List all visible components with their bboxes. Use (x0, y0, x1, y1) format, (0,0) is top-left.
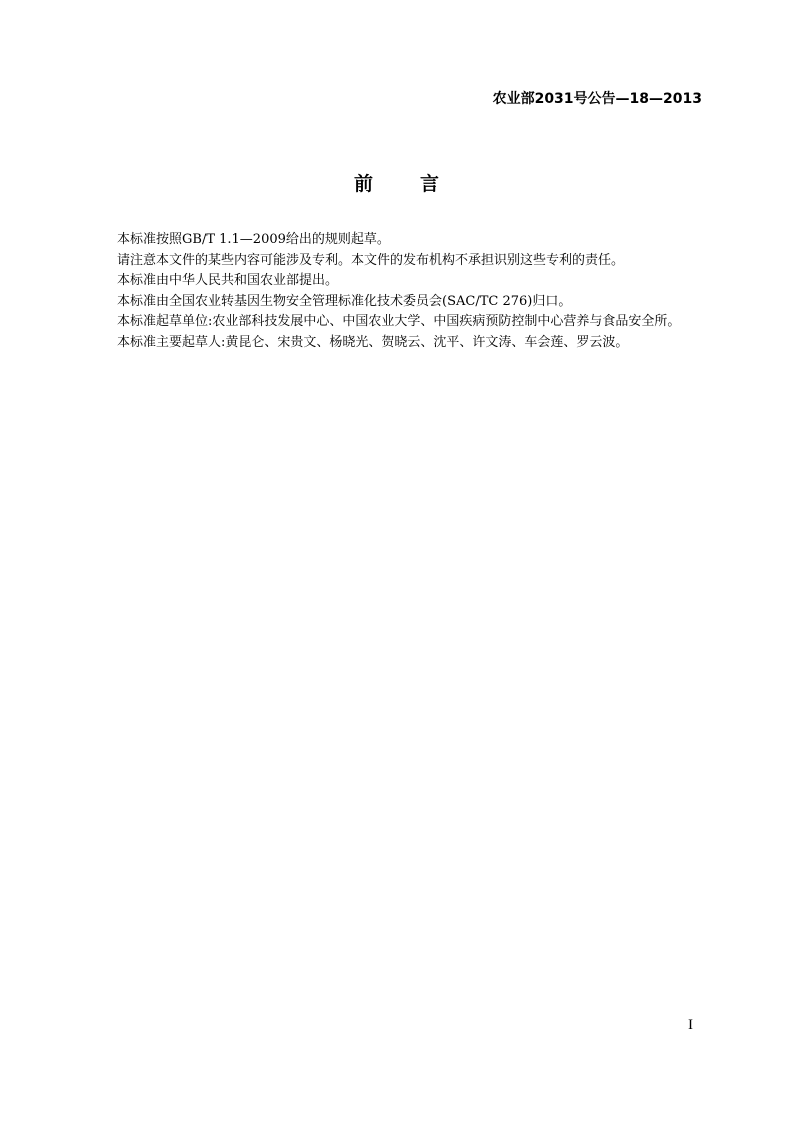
foreword-paragraph: 本标准按照GB/T 1.1—2009给出的规则起草。 (117, 232, 390, 247)
foreword-paragraph: 本标准由全国农业转基因生物安全管理标准化技术委员会(SAC/TC 276)归口。 (117, 293, 572, 309)
foreword-paragraph: 本标准主要起草人:黄昆仑、宋贵文、杨晓光、贺晓云、沈平、许文涛、车会莲、罗云波。 (117, 334, 629, 350)
document-code: 农业部2031号公告—18—2013 (492, 91, 702, 107)
page-title: 前言 (353, 173, 486, 195)
page-number: I (688, 1017, 693, 1033)
foreword-paragraph: 本标准由中华人民共和国农业部提出。 (117, 273, 339, 289)
foreword-body (117, 230, 717, 354)
foreword-paragraph: 请注意本文件的某些内容可能涉及专利。本文件的发布机构不承担识别这些专利的责任。 (117, 252, 625, 268)
foreword-paragraph: 本标准起草单位:农业部科技发展中心、中国农业大学、中国疾病预防控制中心营养与食品安全所。 (117, 314, 681, 330)
